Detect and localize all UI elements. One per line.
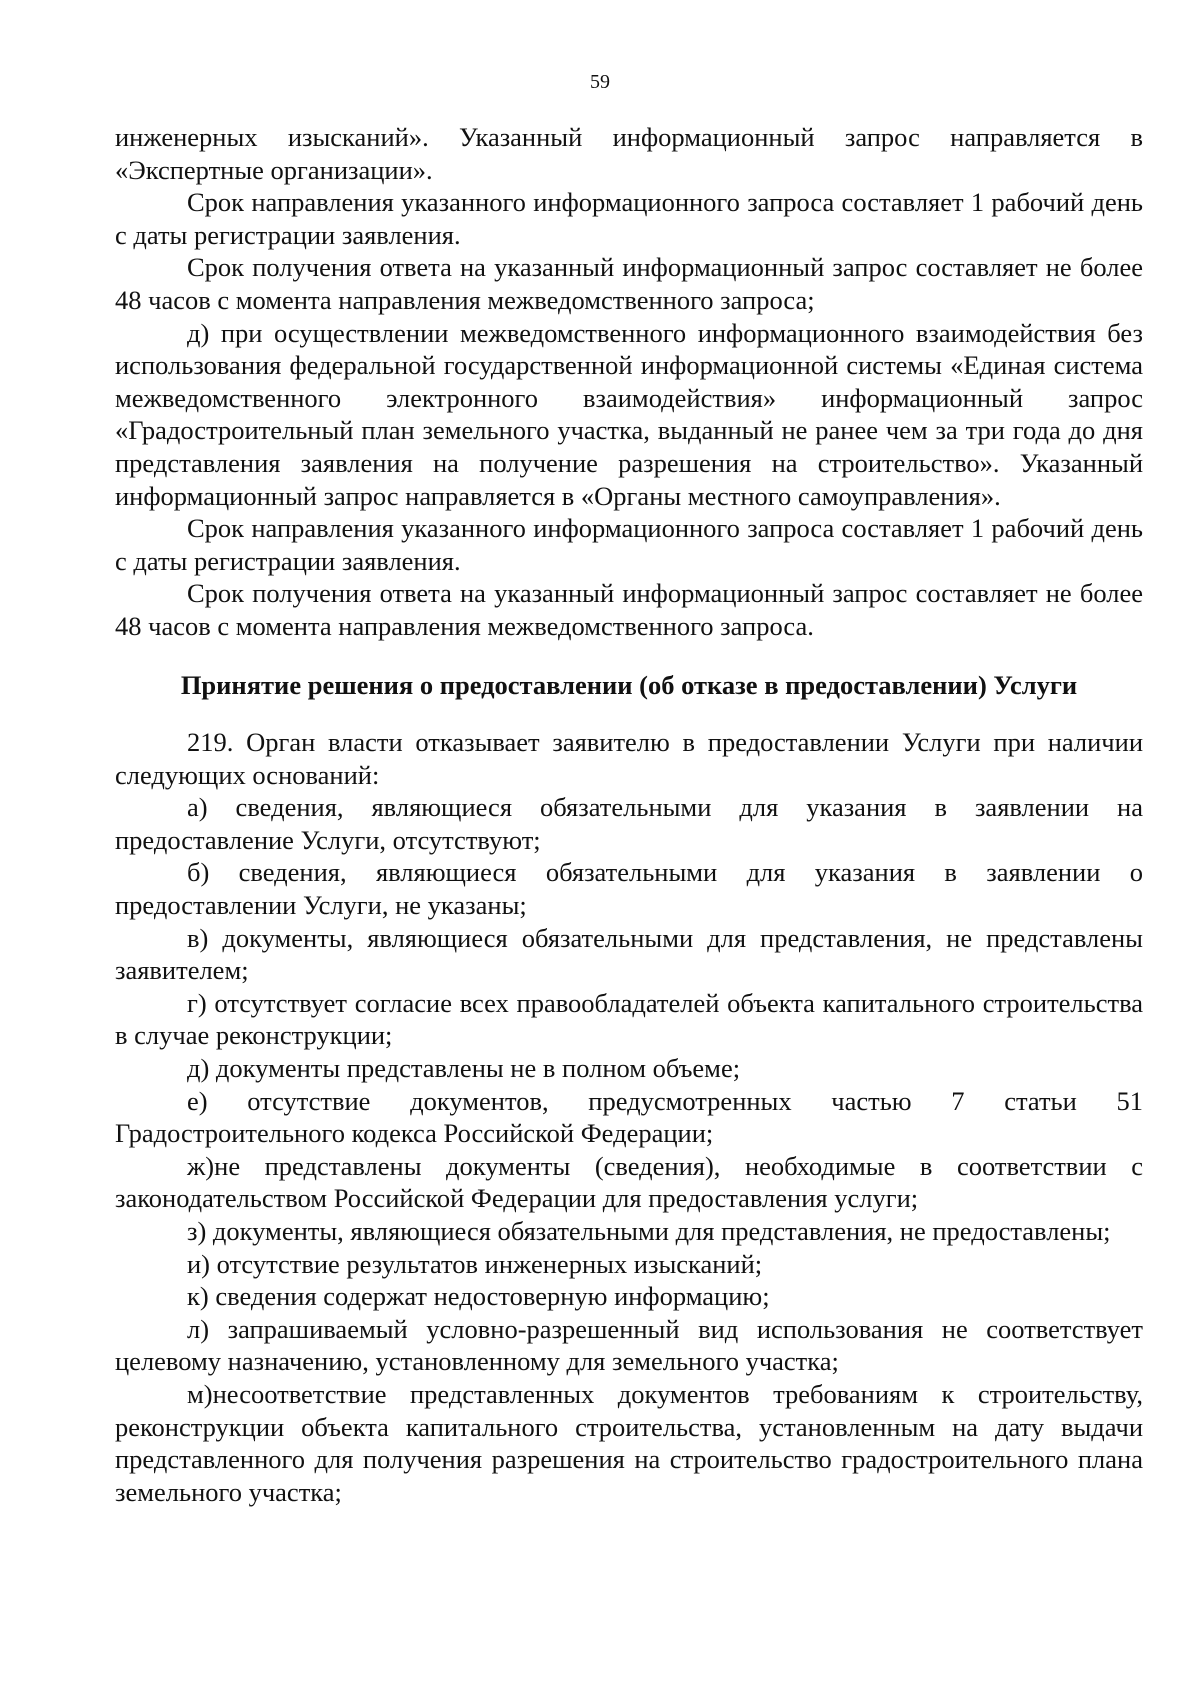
list-item: б) сведения, являющиеся обязательными для указания в заявлении о предоставлении Услуги, не указаны;: [115, 857, 1143, 921]
section-heading: Принятие решения о предоставлении (об отказе в предоставлении) Услуги: [180, 669, 1078, 700]
list-item: а) сведения, являющиеся обязательными для указания в заявлении на предоставление Услуги, отсутствуют;: [115, 792, 1143, 855]
list-item: м)несоответствие представленных документов требованиям к строительству, реконструкции объекта капитального строительства, установленным на дату выдачи представленного для получения разрешения на строительство градостроительного плана земельного участка;: [115, 1378, 1143, 1507]
page-number: 59: [590, 71, 610, 93]
list-item: г) отсутствует согласие всех правообладателей объекта капитального строительства в случае реконструкции;: [115, 987, 1143, 1051]
paragraph: Срок направления указанного информационного запроса составляет 1 рабочий день с даты регистрации заявления.: [115, 513, 1143, 576]
list-item: к) сведения содержат недостоверную информацию;: [187, 1281, 770, 1312]
list-item: ж)не представлены документы (сведения), необходимые в соответствии с законодательством Российской Федерации для предоставления услуги;: [115, 1150, 1143, 1214]
list-item: в) документы, являющиеся обязательными для представления, не представлены заявителем;: [115, 922, 1143, 986]
paragraph: Срок получения ответа на указанный информационный запрос составляет не более 48 часов с момента направления межведомственного запроса;: [115, 252, 1143, 315]
paragraph: 219. Орган власти отказывает заявителю в предоставлении Услуги при наличии следующих оснований:: [115, 727, 1143, 790]
list-item: л) запрашиваемый условно-разрешенный вид использования не соответствует целевому назначению, установленному для земельного участка;: [115, 1313, 1143, 1377]
list-item: и) отсутствие результатов инженерных изысканий;: [187, 1248, 763, 1279]
list-item: е) отсутствие документов, предусмотренных частью 7 статьи 51 Градостроительного кодекса Российской Федерации;: [115, 1085, 1143, 1149]
paragraph: д) при осуществлении межведомственного информационного взаимодействия без использования федеральной государственной информационной системы «Единая система межведомственного электронного взаимодействия» информационный запрос «Градостроительный план земельного участка, выданный не ранее чем за три года до дня представления заявления на получение разрешения на строительство». Указанный информационный запрос направляется в «Органы местного самоуправления».: [115, 317, 1143, 511]
paragraph: Срок получения ответа на указанный информационный запрос составляет не более 48 часов с момента направления межведомственного запроса.: [115, 578, 1143, 641]
document-body: [115, 121, 1143, 1508]
list-item: з) документы, являющиеся обязательными для представления, не предоставлены;: [187, 1216, 1111, 1246]
paragraph: Срок направления указанного информационного запроса составляет 1 рабочий день с даты регистрации заявления.: [115, 187, 1143, 250]
list-item: д) документы представлены не в полном объеме;: [187, 1053, 741, 1084]
paragraph: инженерных изысканий». Указанный информационный запрос направляется в «Экспертные организации».: [115, 122, 1143, 185]
